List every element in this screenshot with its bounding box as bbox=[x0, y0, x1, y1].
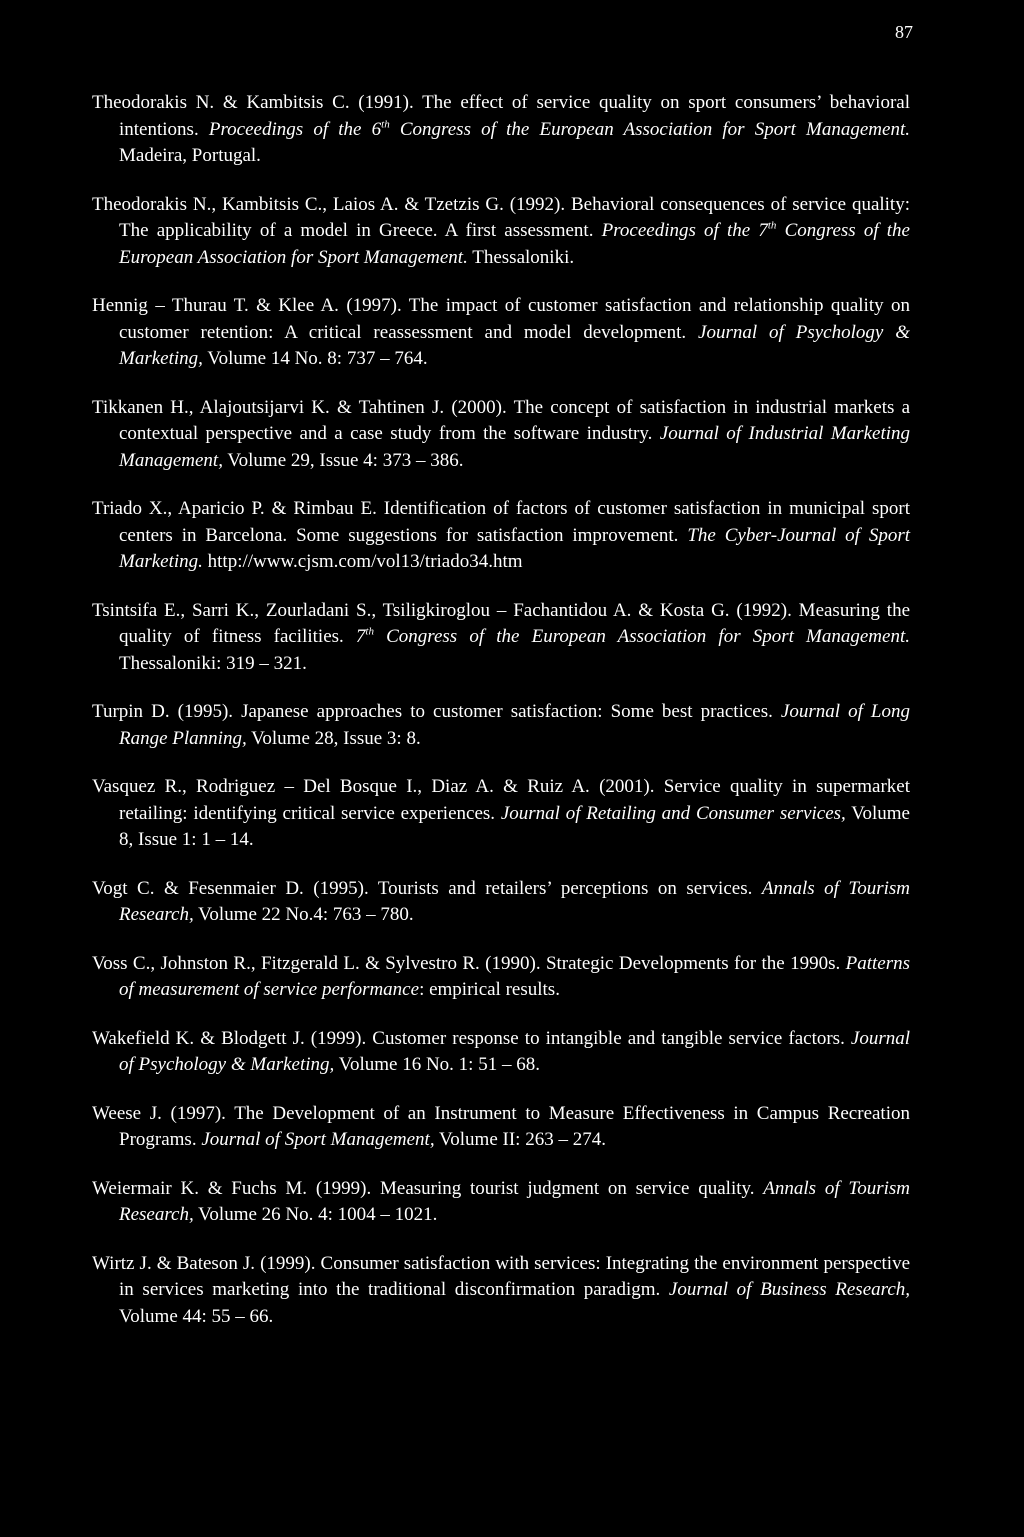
italic-source-title: Journal of Psychology & Marketing, bbox=[119, 1027, 910, 1075]
reference-text: Tsintsifa E., Sarri K., Zourladani S., Tsiligkiroglou – Fachantidou A. & Kosta G. (1992). Measuring the quality of fitness facilities. bbox=[92, 599, 910, 647]
superscript-text: th bbox=[365, 625, 374, 638]
reference-entry bbox=[92, 90, 910, 170]
reference-entry bbox=[92, 192, 910, 272]
italic-source-title: Proceedings of the 6 bbox=[208, 118, 382, 140]
reference-text: Thessaloniki: 319 – 321. bbox=[119, 652, 307, 674]
reference-entry bbox=[92, 1026, 910, 1079]
reference-entry bbox=[92, 293, 910, 373]
italic-source-title: 7 bbox=[355, 626, 366, 647]
italic-source-title: Journal of Business Research, bbox=[668, 1279, 911, 1300]
italic-source-title: Journal of Long Range Planning, bbox=[119, 701, 910, 749]
reference-text: Volume 26 No. 4: 1004 – 1021. bbox=[193, 1204, 438, 1225]
reference-text: Volume 28, Issue 3: 8. bbox=[246, 727, 421, 749]
italic-source-title: Journal of Psychology & Marketing, bbox=[119, 321, 910, 369]
reference-entry bbox=[92, 951, 910, 1004]
reference-text: Wirtz J. & Bateson J. (1999). Consumer satisfaction with services: Integrating the environment perspective in services marketing into the traditional disconfirmation paradigm. bbox=[92, 1252, 910, 1300]
reference-text: Voss C., Johnston R., Fitzgerald L. & Sylvestro R. (1990). Strategic Developments for the 1990s. bbox=[92, 952, 846, 974]
italic-source-title: Proceedings of the 7 bbox=[601, 220, 768, 241]
reference-entry bbox=[92, 699, 910, 752]
reference-entry bbox=[92, 1176, 910, 1229]
reference-text: Volume 44: 55 – 66. bbox=[119, 1305, 274, 1327]
reference-text: Tikkanen H., Alajoutsijarvi K. & Tahtinen J. (2000). The concept of satisfaction in industrial markets a contextual perspective and a case study from the software industry. bbox=[92, 396, 910, 444]
reference-text: Theodorakis N., Kambitsis C., Laios A. & Tzetzis G. (1992). Behavioral consequences of service quality: The applicability of a model in Greece. A first assessment. bbox=[92, 193, 910, 241]
reference-text: Volume 16 No. 1: 51 – 68. bbox=[334, 1054, 540, 1075]
reference-entry bbox=[92, 774, 910, 854]
reference-text: Vasquez R., Rodriguez – Del Bosque I., Diaz A. & Ruiz A. (2001). Service quality in supermarket retailing: identifying critical service experiences. bbox=[92, 776, 910, 824]
reference-text: Volume 29, Issue 4: 373 – 386. bbox=[222, 449, 464, 471]
reference-text: Weese J. (1997). The Development of an Instrument to Measure Effectiveness in Campus Recreation Programs. bbox=[92, 1102, 910, 1150]
reference-text: Hennig – Thurau T. & Klee A. (1997). The impact of customer satisfaction and relationship quality on customer retention: A critical reassessment and model development. bbox=[92, 295, 910, 343]
reference-text: Triado X., Aparicio P. & Rimbau E. Identification of factors of customer satisfaction in municipal sport centers in Barcelona. Some suggestions for satisfaction improvement. bbox=[92, 498, 910, 546]
italic-source-title: Journal of Industrial Marketing Management, bbox=[119, 423, 910, 471]
reference-entry bbox=[92, 598, 910, 678]
reference-entry bbox=[92, 496, 910, 576]
reference-text: Turpin D. (1995). Japanese approaches to customer satisfaction: Some best practices. bbox=[92, 701, 781, 722]
superscript-text: th bbox=[767, 219, 777, 232]
page-number: 87 bbox=[895, 22, 913, 42]
superscript-text: th bbox=[381, 118, 390, 131]
reference-text: Wakefield K. & Blodgett J. (1999). Customer response to intangible and tangible service factors. bbox=[92, 1027, 851, 1049]
reference-entry bbox=[92, 1251, 910, 1331]
reference-text: Theodorakis N. & Kambitsis C. (1991). The effect of service quality on sport consumers’ behavioral intentions. bbox=[92, 92, 910, 140]
italic-source-title: Congress of the European Association for Sport Management. bbox=[119, 220, 910, 268]
reference-entry bbox=[92, 876, 910, 929]
italic-source-title: Congress of the European Association for Sport Management. bbox=[373, 626, 910, 647]
italic-source-title: Annals of Tourism Research, bbox=[119, 1177, 910, 1225]
reference-text: Vogt C. & Fesenmaier D. (1995). Tourists and retailers’ perceptions on services. bbox=[92, 877, 762, 899]
reference-text: Thessaloniki. bbox=[467, 246, 575, 268]
reference-text: Weiermair K. & Fuchs M. (1999). Measuring tourist judgment on service quality. bbox=[92, 1177, 764, 1199]
reference-text: Madeira, Portugal. bbox=[119, 145, 261, 166]
italic-source-title: Annals of Tourism Research, bbox=[119, 877, 911, 925]
reference-text: http://www.cjsm.com/vol13/triado34.htm bbox=[202, 551, 523, 572]
italic-source-title: Congress of the European Association for Sport Management. bbox=[389, 118, 910, 140]
reference-entry bbox=[92, 1101, 910, 1154]
italic-source-title: Journal of Retailing and Consumer services, bbox=[500, 802, 846, 824]
reference-text: : empirical results. bbox=[419, 979, 560, 1000]
reference-entry bbox=[92, 395, 910, 475]
italic-source-title: Patterns of measurement of service performance bbox=[119, 952, 910, 1000]
italic-source-title: Journal of Sport Management, bbox=[201, 1129, 435, 1150]
reference-text: Volume 22 No.4: 763 – 780. bbox=[193, 904, 414, 925]
reference-text: Volume 8, Issue 1: 1 – 14. bbox=[119, 802, 910, 850]
reference-text: Volume 14 No. 8: 737 – 764. bbox=[202, 348, 428, 369]
reference-list bbox=[92, 90, 910, 1330]
reference-text: Volume II: 263 – 274. bbox=[434, 1129, 606, 1150]
italic-source-title: The Cyber-Journal of Sport Marketing. bbox=[119, 524, 910, 572]
